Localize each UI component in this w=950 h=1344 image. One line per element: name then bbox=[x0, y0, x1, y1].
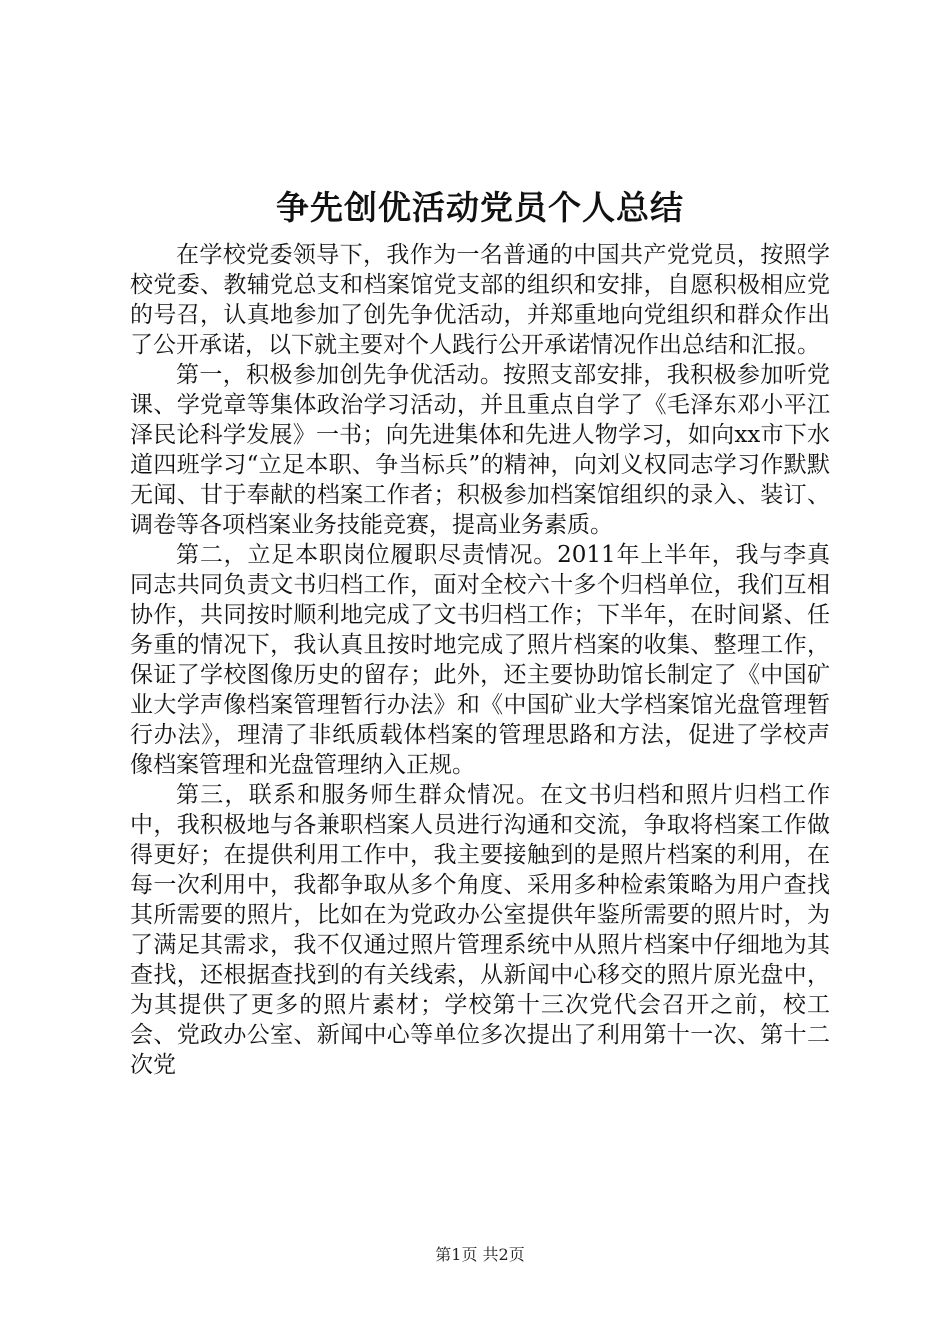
paragraph-second: 第二，立足本职岗位履职尽责情况。2011年上半年，我与李真同志共同负责文书归档工作，面对全校六十多个归档单位，我们互相协作，共同按时顺利地完成了文书归档工作；下半年，在时间紧、任务重的情况下，我认真且按时地完成了照片档案的收集、整理工作，保证了学校图像历史的留存；此外，还主要协助馆长制定了《中国矿业大学声像档案管理暂行办法》和《中国矿业大学档案馆光盘管理暂行办法》，理清了非纸质载体档案的管理思路和方法，促进了学校声像档案管理和光盘管理纳入正规。 bbox=[130, 542, 830, 778]
document-body bbox=[130, 240, 830, 1080]
paragraph-third: 第三，联系和服务师生群众情况。在文书归档和照片归档工作中，我积极地与各兼职档案人员进行沟通和交流，争取将档案工作做得更好；在提供利用工作中，我主要接触到的是照片档案的利用，在每一次利用中，我都争取从多个角度、采用多种检索策略为用户查找其所需要的照片，比如在为党政办公室提供年鉴所需要的照片时，为了满足其需求，我不仅通过照片管理系统中从照片档案中仔细地为其查找，还根据查找到的有关线索，从新闻中心移交的照片原光盘中，为其提供了更多的照片素材；学校第十三次党代会召开之前，校工会、党政办公室、新闻中心等单位多次提出了利用第十一次、第十二次党 bbox=[130, 782, 830, 1078]
paragraph-intro: 在学校党委领导下，我作为一名普通的中国共产党党员，按照学校党委、教辅党总支和档案馆党支部的组织和安排，自愿积极相应党的号召，认真地参加了创先争优活动，并郑重地向党组织和群众作出了公开承诺，以下就主要对个人践行公开承诺情况作出总结和汇报。 bbox=[130, 242, 830, 358]
paragraph-first: 第一，积极参加创先争优活动。按照支部安排，我积极参加听党课、学党章等集体政治学习活动，并且重点自学了《毛泽东邓小平江泽民论科学发展》一书；向先进集体和先进人物学习，如向xx市下水道四班学习“立足本职、争当标兵”的精神，向刘义权同志学习作默默无闻、甘于奉献的档案工作者；积极参加档案馆组织的录入、装订、调卷等各项档案业务技能竞赛，提高业务素质。 bbox=[130, 362, 830, 538]
page-footer: 第1页 共2页 bbox=[435, 1245, 525, 1264]
document-title: 争先创优活动党员个人总结 bbox=[276, 188, 684, 227]
